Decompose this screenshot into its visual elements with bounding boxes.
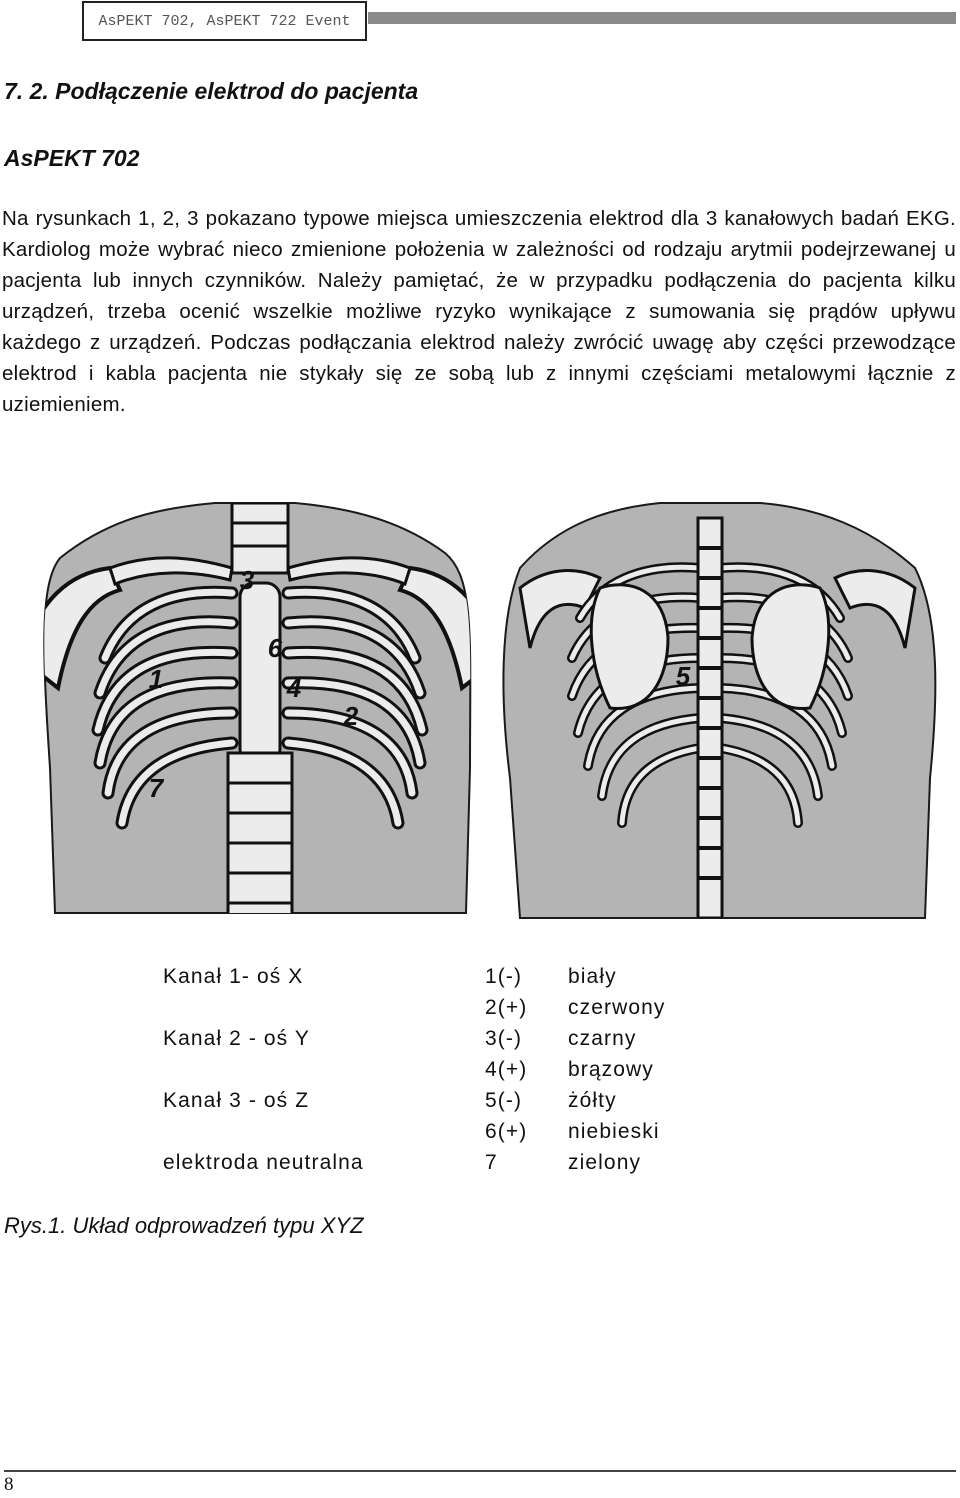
electrode-marker-4: 4 bbox=[286, 673, 302, 703]
front-torso bbox=[20, 503, 500, 918]
legend-electrode: 1(-) bbox=[485, 965, 523, 988]
footer-rule bbox=[4, 1470, 956, 1472]
back-torso bbox=[503, 503, 935, 918]
figure-caption: Rys.1. Układ odprowadzeń typu XYZ bbox=[4, 1213, 364, 1238]
page-number: 8 bbox=[4, 1474, 14, 1495]
legend-channel: Kanał 2 - oś Y bbox=[163, 1027, 310, 1050]
legend-channel: elektroda neutralna bbox=[163, 1151, 364, 1174]
legend-color: brązowy bbox=[568, 1058, 654, 1081]
legend-color: czarny bbox=[568, 1027, 637, 1050]
running-header: AsPEKT 702, AsPEKT 722 Event bbox=[82, 1, 367, 41]
legend-electrode: 3(-) bbox=[485, 1027, 523, 1050]
section-title: 7. 2. Podłączenie elektrod do pacjenta bbox=[4, 78, 419, 104]
body-paragraph: Na rysunkach 1, 2, 3 pokazano typowe miejsca umieszczenia elektrod dla 3 kanałowych badań EKG. Kardiolog może wybrać nieco zmienione położenia w zależności od rodzaju arytmii podejrzewanej u pacjenta lub innych czynników. Należy pamiętać, że w przypadku podłączenia do pacjenta kilku urządzeń, trzeba ocenić wszelkie możliwe ryzyko wynikające z sumowania się prądów upływu każdego z urządzeń. Podczas podłączania elektrod należy zwrócić uwagę aby części przewodzące elektrod i kabla pacjenta nie stykały się ze sobą lub z innymi częściami metalowymi łącznie z uziemieniem. bbox=[2, 207, 956, 416]
legend-electrode: 6(+) bbox=[485, 1120, 528, 1143]
legend-channel: Kanał 3 - oś Z bbox=[163, 1089, 310, 1112]
electrode-placement-figure bbox=[0, 498, 960, 928]
electrode-marker-6: 6 bbox=[267, 633, 283, 663]
legend-channel: Kanał 1- oś X bbox=[163, 965, 304, 988]
electrode-marker-1: 1 bbox=[148, 664, 164, 694]
legend-color: biały bbox=[568, 965, 617, 988]
legend-color: czerwony bbox=[568, 996, 666, 1019]
legend-color: niebieski bbox=[568, 1120, 660, 1143]
legend-color: zielony bbox=[568, 1151, 642, 1174]
legend-electrode: 2(+) bbox=[485, 996, 528, 1019]
header-rule bbox=[368, 12, 956, 24]
legend-electrode: 5(-) bbox=[485, 1089, 523, 1112]
legend-electrode: 7 bbox=[485, 1151, 498, 1174]
legend-color: żółty bbox=[568, 1089, 617, 1112]
electrode-marker-5: 5 bbox=[675, 661, 691, 691]
device-title: AsPEKT 702 bbox=[4, 145, 140, 171]
electrode-marker-3: 3 bbox=[239, 565, 255, 595]
legend-electrode: 4(+) bbox=[485, 1058, 528, 1081]
electrode-marker-2: 2 bbox=[343, 701, 359, 731]
electrode-marker-7: 7 bbox=[148, 773, 164, 803]
